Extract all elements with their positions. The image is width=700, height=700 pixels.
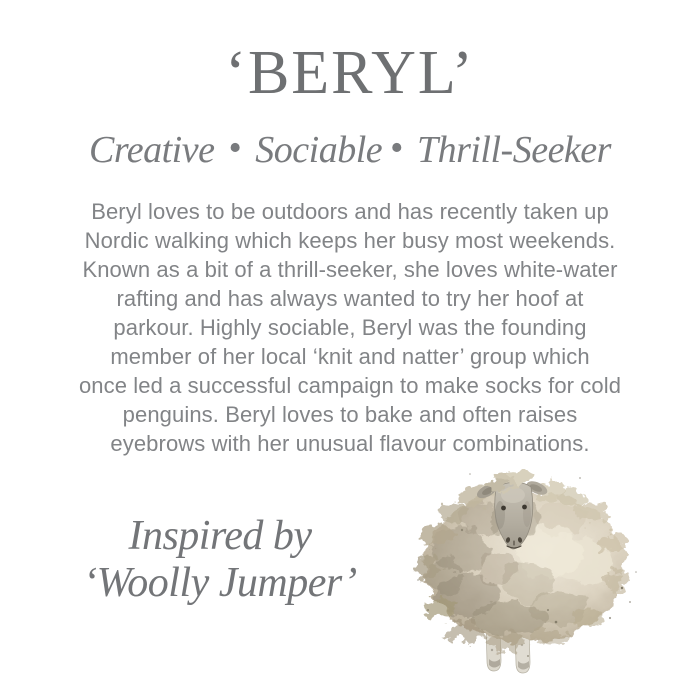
description-line: Beryl loves to be outdoors and has recently taken up [91, 199, 609, 224]
description-line: penguins. Beryl loves to bake and often raises [122, 402, 578, 427]
character-description [48, 197, 652, 458]
trait-thrill-seeker: Thrill-Seeker [416, 129, 611, 171]
sheep-right-eye [522, 505, 527, 510]
inspired-caption-line1: Inspired by [128, 513, 312, 559]
card-title: ‘BERYL’ [225, 39, 475, 107]
description-line: parkour. Highly sociable, Beryl was the founding [113, 315, 587, 340]
description-line: once led a successful campaign to make socks for cold [78, 373, 622, 398]
description-line: Nordic walking which keeps her busy most weekends. [84, 228, 616, 253]
sheep-illustration [410, 460, 650, 688]
inspired-caption [28, 513, 412, 607]
sheep-left-eye [501, 506, 506, 511]
inspired-caption-line2: ‘Woolly Jumper’ [83, 560, 357, 606]
trait-creative: Creative [89, 129, 215, 171]
watercolor-sheep-icon [410, 460, 650, 688]
description-line: eyebrows with her unusual flavour combinations. [110, 431, 590, 456]
description-line: Known as a bit of a thrill-seeker, she loves white-water [82, 257, 618, 282]
description-line: rafting and has always wanted to try her hoof at [116, 286, 584, 311]
trait-sociable: Sociable [255, 129, 383, 171]
bullet-separator-icon: • [390, 127, 403, 169]
description-line: member of her local ‘knit and natter’ group which [110, 344, 590, 369]
traits-line [0, 127, 700, 172]
bullet-separator-icon: • [228, 127, 242, 169]
